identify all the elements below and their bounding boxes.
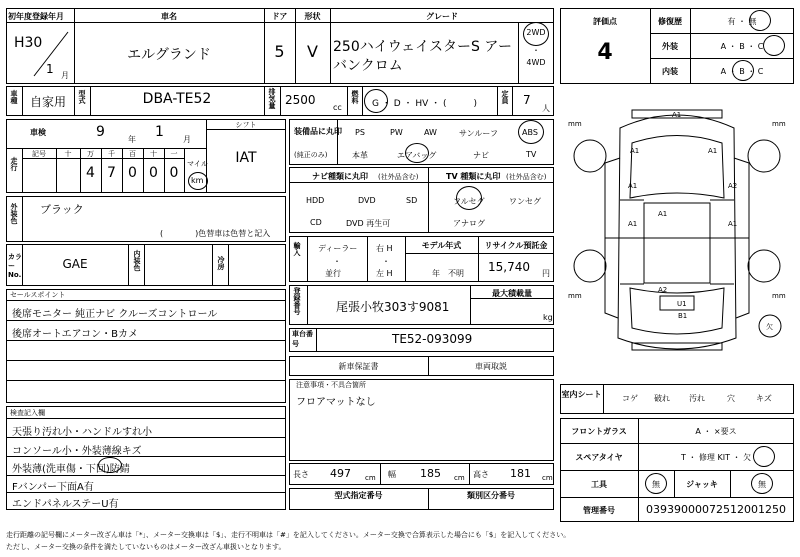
equip-tv: TV xyxy=(526,150,537,159)
first-registration-label: 初年度登録年月 xyxy=(8,12,64,21)
equip-leather: 本革 xyxy=(352,151,368,160)
notice-label: 注意事項・不具合箇所 xyxy=(296,381,366,389)
jack-label: ジャッキ xyxy=(686,480,718,489)
length-unit: cm xyxy=(365,474,376,482)
exterior-c-circle xyxy=(763,35,785,56)
jack-none-circle xyxy=(751,473,773,494)
length-value: 497 xyxy=(330,467,351,480)
tv-analog: アナログ xyxy=(453,219,485,228)
equip-ps: PS xyxy=(355,128,365,137)
yen-unit: 円 xyxy=(542,269,550,278)
inspection-notes-label: 検査記入欄 xyxy=(10,409,45,417)
model-label: 型式 xyxy=(78,90,86,104)
drive-2wd: 2WD xyxy=(526,28,546,37)
registration-label: 登録番号 xyxy=(293,287,301,315)
shape-value: V xyxy=(307,42,318,61)
drive-4wd: 4WD xyxy=(526,58,546,67)
tools-label: 工具 xyxy=(591,480,607,489)
navi-sd: SD xyxy=(406,196,418,205)
registration-value: 尾張小牧303す9081 xyxy=(336,300,450,314)
shape-label: 形状 xyxy=(304,12,321,21)
car-diagram xyxy=(560,88,794,378)
color-note: ( )色替車は色替と記入 xyxy=(160,229,271,238)
mark-a1-l2: A1 xyxy=(628,220,638,228)
mileage-digit-1: 4 xyxy=(86,165,95,181)
type-designation-label: 型式指定番号 xyxy=(334,491,383,500)
note-line-4: Fバンパー下面A有 xyxy=(12,482,94,493)
repair-options: 有 ・ 無 xyxy=(727,17,757,26)
exterior-options: A ・ B ・ C xyxy=(720,42,764,51)
model-year-value: 年 不明 xyxy=(432,269,464,278)
digit-header-6: 一 xyxy=(170,150,178,158)
dealer-label: ディーラー xyxy=(318,244,358,253)
model-value: DBA-TE52 xyxy=(142,91,212,107)
capacity-value: 7 xyxy=(523,93,531,107)
fuel-label: 燃料 xyxy=(351,90,359,104)
height-label: 高さ xyxy=(473,470,489,479)
note-line-3: 外装薄(洗車傷・下回)防錆 xyxy=(12,464,130,475)
equip-aw: AW xyxy=(424,128,437,137)
digit-header-4: 百 xyxy=(129,150,136,158)
equip-navi: ナビ xyxy=(473,151,489,160)
width-value: 185 xyxy=(420,467,441,480)
interior-options: A ・ B ・ C xyxy=(720,67,764,76)
import-label: 輸入 xyxy=(293,242,301,256)
width-label: 幅 xyxy=(388,470,396,479)
tv-title: TV 種類に丸印 xyxy=(446,172,501,181)
notice-value: フロアマットなし xyxy=(296,397,376,408)
parallel-label: 並行 xyxy=(325,269,341,278)
glass-label: フロントガラス xyxy=(571,427,627,436)
displacement-label: 排気量 xyxy=(268,88,276,109)
spare-label: スペアタイヤ xyxy=(575,453,623,462)
rh-label: 右 H xyxy=(376,244,393,253)
inspection-year-unit: 年 xyxy=(128,135,136,144)
sheet-tear: 破れ xyxy=(654,394,670,403)
mm-label: mm xyxy=(568,120,582,128)
digit-header-5: 十 xyxy=(150,150,157,158)
sales-point-1: 後席モニター 純正ナビ クルーズコントロール xyxy=(12,309,218,320)
equip-airbag: エアバッグ xyxy=(397,151,437,160)
import-sep: ・ xyxy=(333,257,341,266)
chassis-value: TE52-093099 xyxy=(392,332,473,346)
warranty-label: 新車保証書 xyxy=(338,362,379,371)
shift-label: シフト xyxy=(235,121,257,129)
shift-value: IAT xyxy=(235,150,257,166)
navi-dvd: DVD xyxy=(358,196,376,205)
grade-label: グレード xyxy=(426,12,458,21)
recycle-label: リサイクル預託金 xyxy=(484,241,548,250)
height-unit: cm xyxy=(542,474,553,482)
spare-options: T ・ 修理 KIT ・ 欠 xyxy=(680,453,752,462)
type-label: 車種 xyxy=(10,90,18,104)
mark-b1: B1 xyxy=(678,312,688,320)
exterior-label: 外装 xyxy=(662,42,678,51)
color-value: ブラック xyxy=(40,203,84,216)
mgmt-label: 管理番号 xyxy=(583,506,615,515)
manual-label: 車両取説 xyxy=(475,362,507,371)
equipment-sub: (純正のみ) xyxy=(294,151,328,159)
jack-value: 無 xyxy=(758,480,766,489)
sheet-stain: 汚れ xyxy=(689,394,705,403)
tv-sub: (社外品含む) xyxy=(506,173,547,181)
rh-lh-sep: ・ xyxy=(382,257,390,266)
kg-unit: kg xyxy=(543,313,553,322)
inspection-year: 9 xyxy=(96,124,105,140)
navi-sub: (社外品含む) xyxy=(378,173,419,181)
class-number-label: 類別区分番号 xyxy=(467,491,515,500)
mark-a2-rear: A2 xyxy=(658,286,668,294)
drive-separator: ・ xyxy=(532,46,540,55)
interior-sheet-label: 室内シート xyxy=(561,390,602,399)
capacity-unit: 人 xyxy=(542,104,550,113)
mark-a1-front: A1 xyxy=(672,111,682,119)
digit-header-3: 千 xyxy=(108,150,115,158)
equip-abs: ABS xyxy=(522,128,538,137)
mileage-label: 走行 xyxy=(10,157,18,171)
mark-missing: 欠 xyxy=(766,323,773,331)
inspection-month-unit: 月 xyxy=(183,135,191,144)
month-unit: 月 xyxy=(61,71,69,80)
mm-label-2: mm xyxy=(772,120,786,128)
height-value: 181 xyxy=(510,467,531,480)
repair-none-circle xyxy=(749,10,771,31)
km-label: km xyxy=(191,176,204,185)
sheet-scratch: キズ xyxy=(756,394,772,403)
interior-color-label: 内装色 xyxy=(133,250,141,271)
digit-header-2: 万 xyxy=(87,150,94,158)
equipment-label: 装備品に丸印 xyxy=(294,127,342,136)
equip-pw: PW xyxy=(390,128,403,137)
recycle-value: 15,740 xyxy=(488,260,530,274)
cold-label: 冷房 xyxy=(217,256,225,270)
width-unit: cm xyxy=(454,474,465,482)
month-value: 1 xyxy=(46,62,54,76)
interior-b-circle xyxy=(732,60,754,81)
equip-sunroof: サンルーフ xyxy=(459,129,498,138)
chassis-label: 車台番号 xyxy=(292,330,313,348)
length-label: 長さ xyxy=(293,470,309,479)
car-name: エルグランド xyxy=(127,47,211,63)
tv-fullseg: フルセグ xyxy=(453,197,485,206)
digit-header-0: 記号 xyxy=(32,150,46,158)
navi-title: ナビ種類に丸印 xyxy=(312,172,368,181)
inspection-month: 1 xyxy=(155,124,164,140)
fuel-options: G ・ D ・ HV ・ ( ) xyxy=(372,99,478,109)
mileage-digit-4: 0 xyxy=(149,165,158,181)
mm-label-4: mm xyxy=(772,292,786,300)
navi-cd: CD xyxy=(310,218,322,227)
color-code: GAE xyxy=(62,257,88,271)
glass-options: A ・ ×要ス xyxy=(695,427,737,436)
usage-value: 自家用 xyxy=(29,95,66,109)
footer-line-1: 走行距離の記号欄にメーター改ざん車は「*」、メーター交換車は「$」、走行不明車は「#」を記入してください。メーター交換で合算表示した場合にも「$」を記入してください。 xyxy=(6,531,571,539)
max-load-label: 最大積載量 xyxy=(492,289,532,298)
mark-a1-fl: A1 xyxy=(630,147,640,155)
door-label: ドア xyxy=(271,12,288,21)
year-value: H30 xyxy=(14,35,43,51)
mark-u1: U1 xyxy=(677,300,687,308)
digit-header-1: 十 xyxy=(64,150,72,158)
mileage-digit-2: 7 xyxy=(107,165,116,181)
grade-value: 250ハイウェイスターS アーバンクロム xyxy=(333,39,512,74)
sales-point-2: 後席オートエアコン・Bカメ xyxy=(12,329,138,340)
sales-points-label: セールスポイント xyxy=(10,291,66,299)
navi-hdd: HDD xyxy=(306,196,325,205)
mark-a1-fr: A1 xyxy=(708,147,718,155)
note-circle xyxy=(98,457,122,473)
mile-label: マイル xyxy=(187,160,208,168)
inspection-label: 車検 xyxy=(30,128,46,137)
cc-unit: cc xyxy=(333,103,342,112)
spare-missing-circle xyxy=(753,446,775,467)
mark-a1-l: A1 xyxy=(628,182,638,190)
mgmt-value: 03939000072512001250 xyxy=(646,503,786,516)
mileage-digit-5: 0 xyxy=(169,165,179,181)
mark-a1-r2: A1 xyxy=(728,220,738,228)
displacement-value: 2500 xyxy=(285,93,316,107)
color-code-label: カラーNo. xyxy=(8,253,22,279)
tools-none-circle xyxy=(645,473,667,494)
footer-line-2: ただし、メーター交換の条件を満たしていないものはメーター改ざん車扱いとなります。 xyxy=(6,543,286,551)
repair-label: 修復歴 xyxy=(658,17,682,26)
lh-label: 左 H xyxy=(376,269,393,278)
tv-oneseg: ワンセグ xyxy=(509,197,541,206)
note-line-5: エンドパネルステーU有 xyxy=(12,499,119,510)
score-label: 評価点 xyxy=(593,17,617,26)
doors-value: 5 xyxy=(274,42,285,61)
sheet-hole: 穴 xyxy=(727,394,735,403)
sheet-burn: コゲ xyxy=(622,394,638,403)
capacity-label: 定員 xyxy=(501,90,509,104)
mark-a2-r: A2 xyxy=(728,182,738,190)
tools-value: 無 xyxy=(652,480,660,489)
car-name-label: 車名 xyxy=(161,12,177,21)
note-line-2: コンソール小・外装薄線キズ xyxy=(12,446,142,457)
mm-label-3: mm xyxy=(568,292,582,300)
notice-block xyxy=(289,379,554,461)
note-line-1: 天張り汚れ小・ハンドルすれ小 xyxy=(12,427,152,438)
navi-dvd-play: DVD 再生可 xyxy=(346,219,391,228)
interior-label: 内装 xyxy=(662,67,678,76)
color-label: 外装色 xyxy=(10,203,18,224)
model-year-label: モデル年式 xyxy=(421,241,462,250)
mark-a1-rf: A1 xyxy=(658,210,668,218)
mileage-digit-3: 0 xyxy=(128,165,137,181)
score-value: 4 xyxy=(597,40,613,65)
